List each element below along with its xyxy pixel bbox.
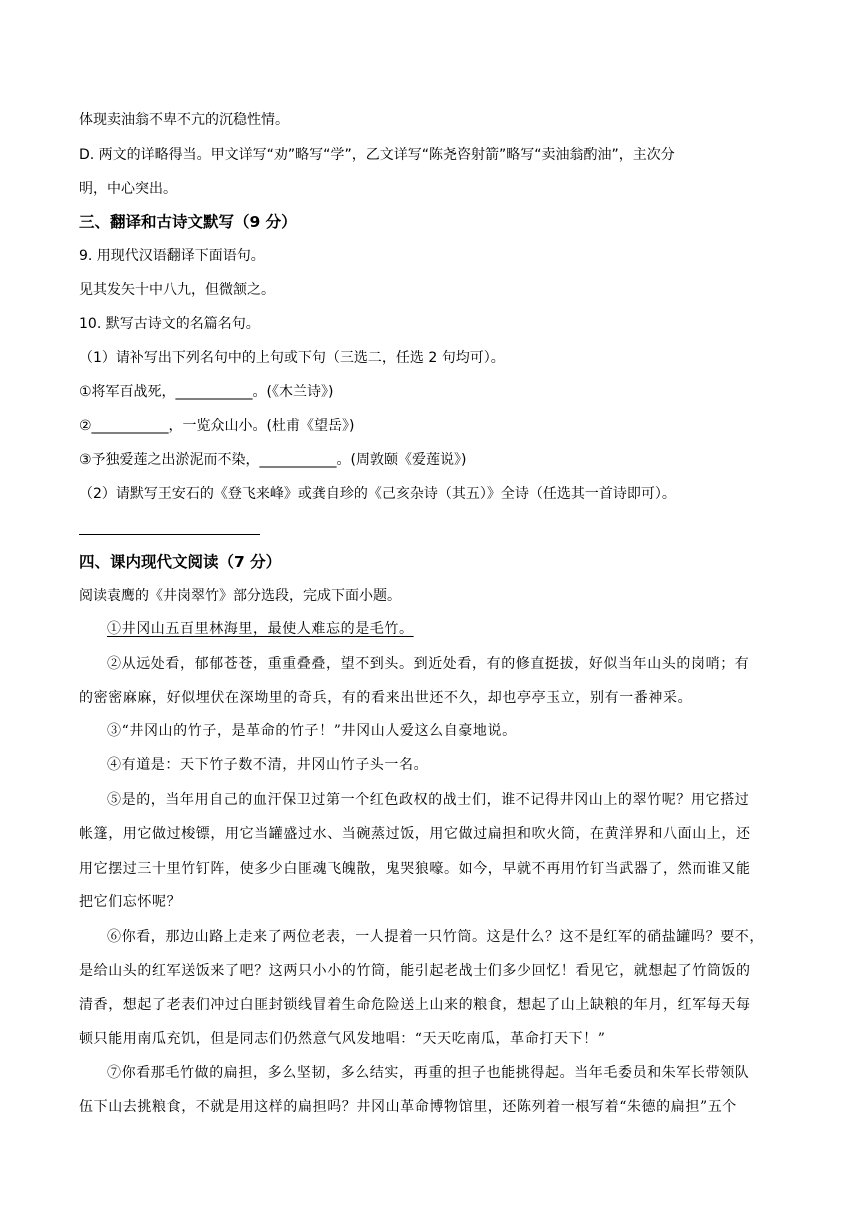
paragraph-2-line-1: ②从远处看，郁郁苍苍，重重叠叠，望不到头。到近处看，有的修直挺拔，好似当年山头的岗哨；有 (107, 656, 750, 672)
blank-item-3: ③予独爱莲之出淤泥而不染，___________。(周敦颐《爱莲说》) (79, 452, 467, 468)
paragraph-7-line-2: 伍下山去挑粮食，不就是用这样的扁担吗？井冈山革命博物馆里，还陈列着一根写着“朱德的扁担”五个 (79, 1099, 737, 1115)
section-4-heading: 四、课内现代文阅读（7 分） (79, 553, 282, 571)
paragraph-4: ④有道是：天下竹子数不清，井冈山竹子头一名。 (107, 757, 429, 773)
question-10: 10. 默写古诗文的名篇名句。 (79, 316, 260, 332)
underlined-sentence: ①井冈山五百里林海里，最使人难忘的是毛竹。 (107, 621, 414, 637)
paragraph-5-line-4: 把它们忘怀呢？ (79, 894, 182, 910)
paragraph-6-line-4: 顿只能用南瓜充饥，但是同志们仍然意气风发地唱：“天天吃南瓜，革命打天下！” (79, 1031, 606, 1047)
option-c-continuation: 体现卖油翁不卑不亢的沉稳性情。 (79, 112, 289, 128)
paragraph-2-line-2: 的密密麻麻，好似埋伏在深坳里的奇兵，有的看来出世还不久，却也亭亭玉立，别有一番神采。 (79, 690, 693, 706)
paragraph-6-line-3: 清香，想起了老表们冲过白匪封锁线冒着生命危险送上山来的粮食，想起了山上缺粮的年月，红军每天每 (79, 997, 751, 1013)
question-9: 9. 用现代汉语翻译下面语句。 (79, 248, 265, 264)
section-3-heading: 三、翻译和古诗文默写（9 分） (79, 213, 297, 231)
paragraph-5-line-2: 帐篷，用它做过梭镖，用它当罐盛过水、当碗蒸过饭，用它做过扁担和吹火筒，在黄洋界和八面山上，还 (79, 826, 751, 842)
question-10-part-2: （2）请默写王安石的《登飞来峰》或龚自珍的《己亥杂诗（其五）》全诗（任选其一首诗即可）。 (79, 486, 676, 502)
paragraph-7-line-1: ⑦你看那毛竹做的扁担，多么坚韧，多么结实，再重的担子也能挑得起。当年毛委员和朱军长带领队 (107, 1065, 750, 1081)
paragraph-5-line-3: 用它摆过三十里竹钉阵，使多少白匪魂飞魄散，鬼哭狼嚎。如今，早就不再用竹钉当武器了，然而谁又能 (79, 861, 751, 877)
paragraph-5-line-1: ⑤是的，当年用自己的血汗保卫过第一个红色政权的战士们，谁不记得井冈山上的翠竹呢？用它搭过 (107, 792, 750, 808)
paragraph-3: ③“井冈山的竹子，是革命的竹子！”井冈山人爱这么自豪地说。 (107, 723, 517, 739)
answer-line (79, 534, 260, 535)
option-d-line-2: 明，中心突出。 (79, 181, 177, 197)
question-9-sentence: 见其发矢十中八九，但微颔之。 (79, 282, 275, 298)
reading-instruction: 阅读袁鹰的《井岗翠竹》部分选段，完成下面小题。 (79, 588, 401, 604)
option-d-line-1: D. 两文的详略得当。甲文详写“劝”略写“学”，乙文详写“陈尧咨射箭”略写“卖油翁酌油”，主次分 (79, 147, 675, 163)
paragraph-1 (107, 619, 817, 639)
blank-item-2: ②___________，一览众山小。(杜甫《望岳》) (79, 418, 355, 434)
paragraph-6-line-2: 是给山头的红军送饭来了吧？这两只小小的竹筒，能引起老战士们多少回忆！看见它，就想起了竹筒饭的 (79, 963, 751, 979)
paragraph-6-line-1: ⑥你看，那边山路上走来了两位老表，一人提着一只竹筒。这是什么？这不是红军的硝盐罐吗？要不， (107, 929, 764, 945)
blank-item-1: ①将军百战死，___________。(《木兰诗》) (79, 384, 334, 400)
question-10-part-1: （1）请补写出下列名句中的上句或下句（三选二，任选 2 句均可）。 (79, 350, 505, 366)
